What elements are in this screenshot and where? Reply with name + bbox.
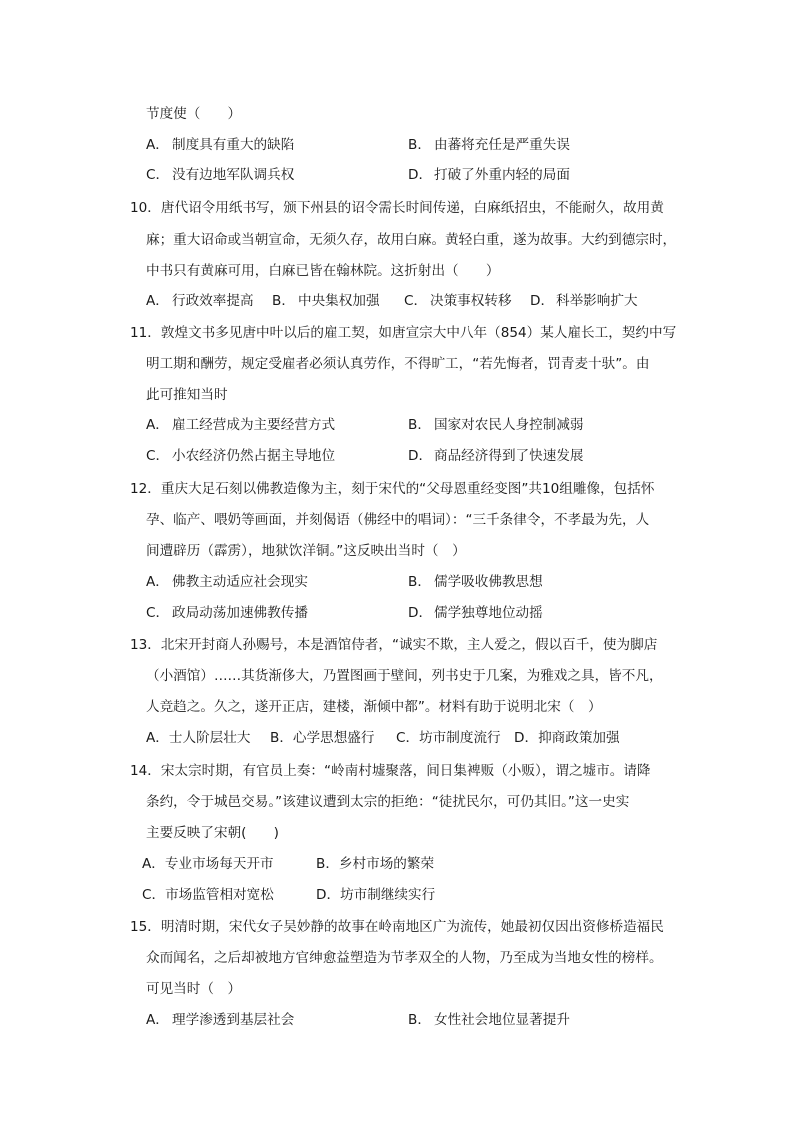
option-label: A． [142,856,165,872]
question-13-option-b [270,729,374,747]
option-text: 佛教主动适应社会现实 [172,574,308,590]
question-14-stem-line-3: 主要反映了宋朝( ) [146,825,279,841]
option-label: A． [146,137,169,153]
option-label: A． [146,293,169,309]
question-13-option-d [514,729,620,747]
question-12-option-a [146,573,308,591]
option-text: 士人阶层壮大 [168,730,251,746]
option-label: D． [408,448,433,464]
question-12-stem-line-3: 间遭辟历（霹雳），地狱饮洋铜。”这反映出当时（ ） [146,543,466,559]
option-text: 儒学吸收佛教思想 [434,574,543,590]
question-14-option-b [316,855,434,873]
option-text: 乡村市场的繁荣 [338,856,435,872]
option-label: B． [270,730,293,746]
option-text: 专业市场每天开市 [164,856,274,872]
option-label: C． [146,605,170,621]
option-text: 坊市制度流行 [419,730,501,746]
question-13-option-a [146,729,250,747]
option-text: 没有边地军队调兵权 [172,167,295,183]
question-11-option-a [146,416,335,434]
question-11-stem-line-1: 11．敦煌文书多见唐中叶以后的雇工契，如唐宣宗大中八年（854）某人雇长工，契约中写 [130,325,677,341]
question-9-option-a [146,136,294,154]
question-10-option-a [146,292,254,310]
question-9-option-b [408,136,570,154]
question-10-stem-line-2: 麻；重大诏命或当朝宣命，无须久存，故用白麻。黄轻白重，遂为故事。大约到德宗时， [146,232,677,248]
option-label: D． [408,167,433,183]
option-label: B． [316,856,339,872]
option-label: C． [396,730,420,746]
question-12-stem-line-2: 孕、临产、喂奶等画面，并刻偈语（佛经中的唱词）：“三千条律令，不孝最为先，人 [146,512,650,528]
question-11-option-c [146,447,335,465]
option-label: B． [272,293,295,309]
question-10-stem-line-3: 中书只有黄麻可用，白麻已皆在翰林院。这折射出（ ） [146,263,500,279]
question-15-option-b [408,1011,570,1029]
question-13-stem-line-3: 人竞趋之。久之，遂开正店，建楼，渐倾中都”。材料有助于说明北宋（ ） [146,699,602,715]
option-label: C． [142,887,166,903]
option-label: A． [146,1012,169,1028]
option-label: D． [530,293,555,309]
question-9-option-c [146,166,294,184]
question-15-stem-line-3: 可见当时（ ） [146,981,242,997]
option-label: C． [146,167,170,183]
option-label: A． [146,417,169,433]
question-11-stem-line-2: 明工期和酬劳，规定受雇者必须认真劳作，不得旷工，“若先悔者，罚青麦十驮”。由 [146,356,650,372]
option-label: B． [408,1012,431,1028]
question-9-stem-line: 节度使（ ） [146,106,242,122]
option-text: 抑商政策加强 [538,730,620,746]
option-label: B． [408,137,431,153]
question-11-option-b [408,416,584,434]
question-13-stem-line-1: 13．北宋开封商人孙赐号，本是酒馆侍者，“诚实不欺，主人爱之，假以百千，使为脚店 [130,637,658,653]
option-text: 坊市制继续实行 [340,887,436,903]
option-text: 政局动荡加速佛教传播 [172,605,308,621]
question-14-stem-line-1: 14．宋太宗时期，有官员上奏：“岭南村墟聚落，间日集裨贩（小贩），谓之墟市。请降 [130,763,651,779]
question-14-stem-line-2: 条约，令于城邑交易。”该建议遭到太宗的拒绝：“徒扰民尔，可仍其旧。”这一史实 [146,794,630,810]
option-text: 由蕃将充任是严重失误 [434,137,570,153]
option-text: 打破了外重内轻的局面 [434,167,570,183]
question-10-option-d [530,292,638,310]
option-text: 国家对农民人身控制减弱 [434,417,584,433]
option-text: 商品经济得到了快速发展 [434,448,584,464]
option-label: D． [514,730,539,746]
question-15-stem-line-2: 众而闻名，之后却被地方官绅愈益塑造为节孝双全的人物，乃至成为当地女性的榜样。 [146,950,663,966]
question-10-stem-line-1: 10．唐代诏令用纸书写，颁下州县的诏令需长时间传递，白麻纸招虫，不能耐久，故用黄 [130,200,664,216]
option-text: 小农经济仍然占据主导地位 [172,448,336,464]
option-text: 行政效率提高 [172,293,254,309]
option-text: 市场监管相对宽松 [165,887,274,903]
option-text: 理学渗透到基层社会 [172,1012,295,1028]
question-10-option-b [272,292,380,310]
option-text: 科举影响扩大 [556,293,638,309]
option-text: 中央集权加强 [298,293,380,309]
question-14-option-a [142,855,274,873]
option-text: 女性社会地位显著提升 [434,1012,570,1028]
question-12-option-b [408,573,543,591]
option-label: D． [316,887,341,903]
question-12-option-d [408,604,543,622]
option-text: 儒学独尊地位动摇 [434,605,543,621]
question-11-stem-line-3: 此可推知当时 [146,387,228,403]
option-text: 心学思想盛行 [292,730,375,746]
question-13-stem-line-2: （小酒馆）……其货渐侈大，乃置图画于壁间，列书史于几案，为雅戏之具，皆不凡， [146,668,663,684]
question-13-option-c [396,729,501,747]
option-text: 制度具有重大的缺陷 [172,137,295,153]
question-9-option-d [408,166,570,184]
option-label: B． [408,574,431,590]
question-14-option-d [316,886,435,904]
option-label: A． [146,574,169,590]
option-label: D． [408,605,433,621]
question-10-option-c [404,292,512,310]
option-label: C． [404,293,428,309]
option-text: 雇工经营成为主要经营方式 [172,417,336,433]
question-11-option-d [408,447,584,465]
option-text: 决策事权转移 [430,293,512,309]
question-14-option-c [142,886,274,904]
question-15-stem-line-1: 15．明清时期，宋代女子吴妙静的故事在岭南地区广为流传，她最初仅因出资修桥造福民 [130,919,664,935]
option-label: C． [146,448,170,464]
question-15-option-a [146,1011,294,1029]
option-label: A． [146,730,169,746]
question-12-stem-line-1: 12．重庆大足石刻以佛教造像为主，刻于宋代的“父母恩重经变图”共10组雕像，包括怀 [130,481,655,497]
option-label: B． [408,417,431,433]
question-12-option-c [146,604,308,622]
